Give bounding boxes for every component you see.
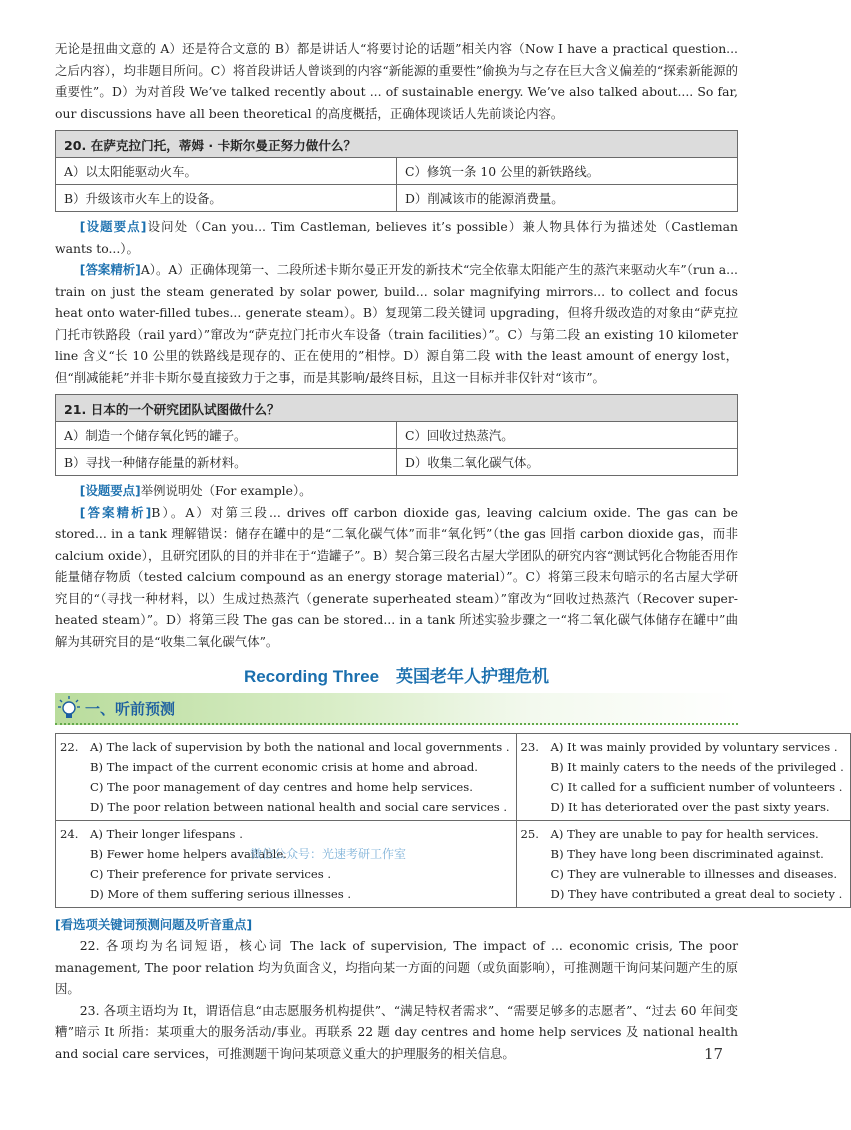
predict-heading: [看选项关键词预测问题及听音重点] — [55, 917, 253, 932]
q24-a-text: A) Their longer lifespans . — [90, 827, 243, 841]
q21-question: 21. 日本的一个研究团队试图做什么？ — [56, 395, 738, 422]
q21-point — [55, 480, 738, 502]
q24-number: 24. — [60, 827, 79, 841]
q25-c-text: C) They are vulnerable to illnesses and diseases. — [550, 867, 838, 881]
q24-d-text: D) More of them suffering serious illnesses . — [90, 887, 352, 901]
watermark: 微信公众号：光速考研工作室 — [250, 847, 407, 861]
q20-option-a: A）以太阳能驱动火车。 — [56, 158, 397, 185]
q21-option-d: D）收集二氧化碳气体。 — [397, 449, 738, 476]
q23-b-text: B) It mainly caters to the needs of the privileged . — [550, 760, 844, 774]
q22-a-text: A) The lack of supervision by both the national and local governments . — [90, 740, 510, 754]
q22-b-text: B) The impact of the current economic crisis at home and abroad. — [90, 760, 478, 774]
q24-c-text: C) Their preference for private services . — [90, 867, 332, 881]
q22-option-c — [60, 777, 510, 797]
q25-options — [516, 821, 850, 908]
q20-option-b: B）升级该市火车上的设备。 — [56, 185, 397, 212]
q21-analysis — [55, 502, 738, 653]
q23-c-text: C) It called for a sufficient number of volunteers . — [550, 780, 843, 794]
section-title: Recording Three 英国老年人护理危机 — [243, 667, 550, 686]
q20-point-text: 设问处（Can you... Tim Castleman, believes it’s possible）兼人物具体行为描述处（Castleman wants to...）。 — [55, 219, 739, 256]
q24-option-d — [60, 884, 510, 904]
q21-table — [55, 394, 738, 476]
q22-c-text: C) The poor management of day centres and home help services. — [90, 780, 473, 794]
q24-b-text: B) Fewer home helpers available. — [90, 847, 287, 861]
page-number: 17 — [704, 1045, 724, 1063]
q21-analysis-label: [答案精析] — [79, 504, 152, 520]
q25-option-d — [521, 884, 844, 904]
q21-option-a: A）制造一个储存氧化钙的罐子。 — [56, 422, 397, 449]
q20-analysis-text: A）。A）正确体现第一、二段所述卡斯尔曼正开发的新技术“完全依靠太阳能产生的蒸汽来驱动火车”（run a... train on just the steam generated by solar power, build... solar magnifying mirrors... to collect and focus heat onto water-filled tubes... generate steam）。B）复现第二段关键词 upgrading，但将升级改造的对象由“萨克拉门托市铁路段（rail yard）”窜改为“萨克拉门托市火车设备（train facilities）”。C）与第二段 an existing 10 kilometer line 含义“长 10 公里的铁路线是现存的、正在使用的”相悖。D）源自第二段 with the least amount of energy lost，但“削减能耗”并非卡斯尔曼直接致力于之事，而是其影响/最终目标，且这一目标并非仅针对“该市”。 — [55, 262, 738, 385]
q23-option-b — [521, 757, 844, 777]
q22-d-text: D) The poor relation between national health and social care services . — [90, 800, 508, 814]
q23-option-a — [521, 737, 844, 757]
q22-number: 22. — [60, 740, 79, 754]
q24-options — [56, 821, 517, 908]
q23-d-text: D) It has deteriorated over the past sixty years. — [550, 800, 830, 814]
q20-option-c: C）修筑一条 10 公里的新铁路线。 — [397, 158, 738, 185]
q23-number: 23. — [520, 740, 539, 754]
q23-options — [516, 734, 850, 821]
q25-d-text: D) They have contributed a great deal to society . — [550, 887, 843, 901]
options-table — [55, 733, 851, 908]
q20-point-label: [设题要点] — [79, 219, 147, 234]
q20-analysis — [55, 259, 738, 388]
q24-option-c — [60, 864, 510, 884]
q21-point-text: 举例说明处（For example）。 — [140, 483, 312, 498]
q23-option-d — [521, 797, 844, 817]
q23-option-c — [521, 777, 844, 797]
q22-options — [56, 734, 517, 821]
q25-number: 25. — [520, 827, 539, 841]
predict-22: 22. 各项均为名词短语，核心词 The lack of supervision, The impact of ... economic crisis, The poor management, The poor relation 均为负面含义，均指向某一方面的问题（或负面影响），可推测题干询问某问题产生的原因。 — [55, 938, 738, 996]
q25-b-text: B) They have long been discriminated against. — [550, 847, 824, 861]
q25-option-c — [521, 864, 844, 884]
q25-a-text: A) They are unable to pay for health services. — [550, 827, 819, 841]
q21-option-c: C）回收过热蒸汽。 — [397, 422, 738, 449]
q20-option-d: D）削减该市的能源消费量。 — [397, 185, 738, 212]
q20-table — [55, 130, 738, 212]
intro-paragraph: 无论是扭曲文意的 A）还是符合文意的 B）都是讲话人“将要讨论的话题”相关内容（Now I have a practical question... 之后内容），均非题目所问。C）将首段讲话人曾谈到的内容“新能源的重要性”偷换为与之存在巨大含义偏差的“探索新能源的重要性”。D）为对首段 We’ve talked recently about ... of sustainable energy. We’ve also talked about.... So far, our discussions have all been theoretical 的高度概括，正确体现谈话人先前谈论内容。 — [55, 41, 738, 121]
lightbulb-icon — [57, 695, 81, 721]
q20-point — [55, 216, 738, 259]
pre-listening-banner — [55, 693, 738, 725]
q22-option-b — [60, 757, 510, 777]
q22-option-a — [60, 737, 510, 757]
q21-analysis-text: B）。A）对第三段... drives off carbon dioxide gas, leaving calcium oxide. The gas can be stored... in a tank 理解错误：储存在罐中的是“二氧化碳气体”而非“氧化钙”（the gas 回指 carbon dioxide gas，而非 calcium oxide），且研究团队的目的并非在于“造罐子”。B）契合第三段名古屋大学团队的研究内容“测试钙化合物能否用作能量储存物质（tested calcium compound as an energy storage material）”。C）将第三段末句暗示的名古屋大学研究目的“（寻找一种材料，以）生成过热蒸汽（generate superheated steam）”窜改为“回收过热蒸汽（Recover super-heated steam）”。D）将第三段 The gas can be stored... in a tank 所述实验步骤之一“将二氧化碳气体储存在罐中”曲解为其研究目的是“收集二氧化碳气体”。 — [55, 504, 738, 649]
q20-analysis-label: [答案精析] — [79, 262, 141, 277]
q25-option-a — [521, 824, 844, 844]
q22-option-d — [60, 797, 510, 817]
q21-option-b: B）寻找一种储存能量的新材料。 — [56, 449, 397, 476]
page-content — [55, 38, 844, 1064]
q21-point-label: [设题要点] — [79, 483, 141, 498]
banner-text: 一、听前预测 — [85, 700, 176, 718]
q20-question: 20. 在萨克拉门托，蒂姆 · 卡斯尔曼正努力做什么？ — [56, 131, 738, 158]
q24-option-a — [60, 824, 510, 844]
q25-option-b — [521, 844, 844, 864]
q24-option-b — [60, 844, 510, 864]
q23-a-text: A) It was mainly provided by voluntary services . — [550, 740, 838, 754]
predict-23: 23. 各项主语均为 It，谓语信息“由志愿服务机构提供”、“满足特权者需求”、“需要足够多的志愿者”、“过去 60 年间变糟”暗示 It 所指：某项重大的服务活动/事业。再联系 22 题 day centres and home help services 及 national health and social care services，可推测题干询问某项意义重大的护理服务的相关信息。 — [55, 1002, 738, 1061]
